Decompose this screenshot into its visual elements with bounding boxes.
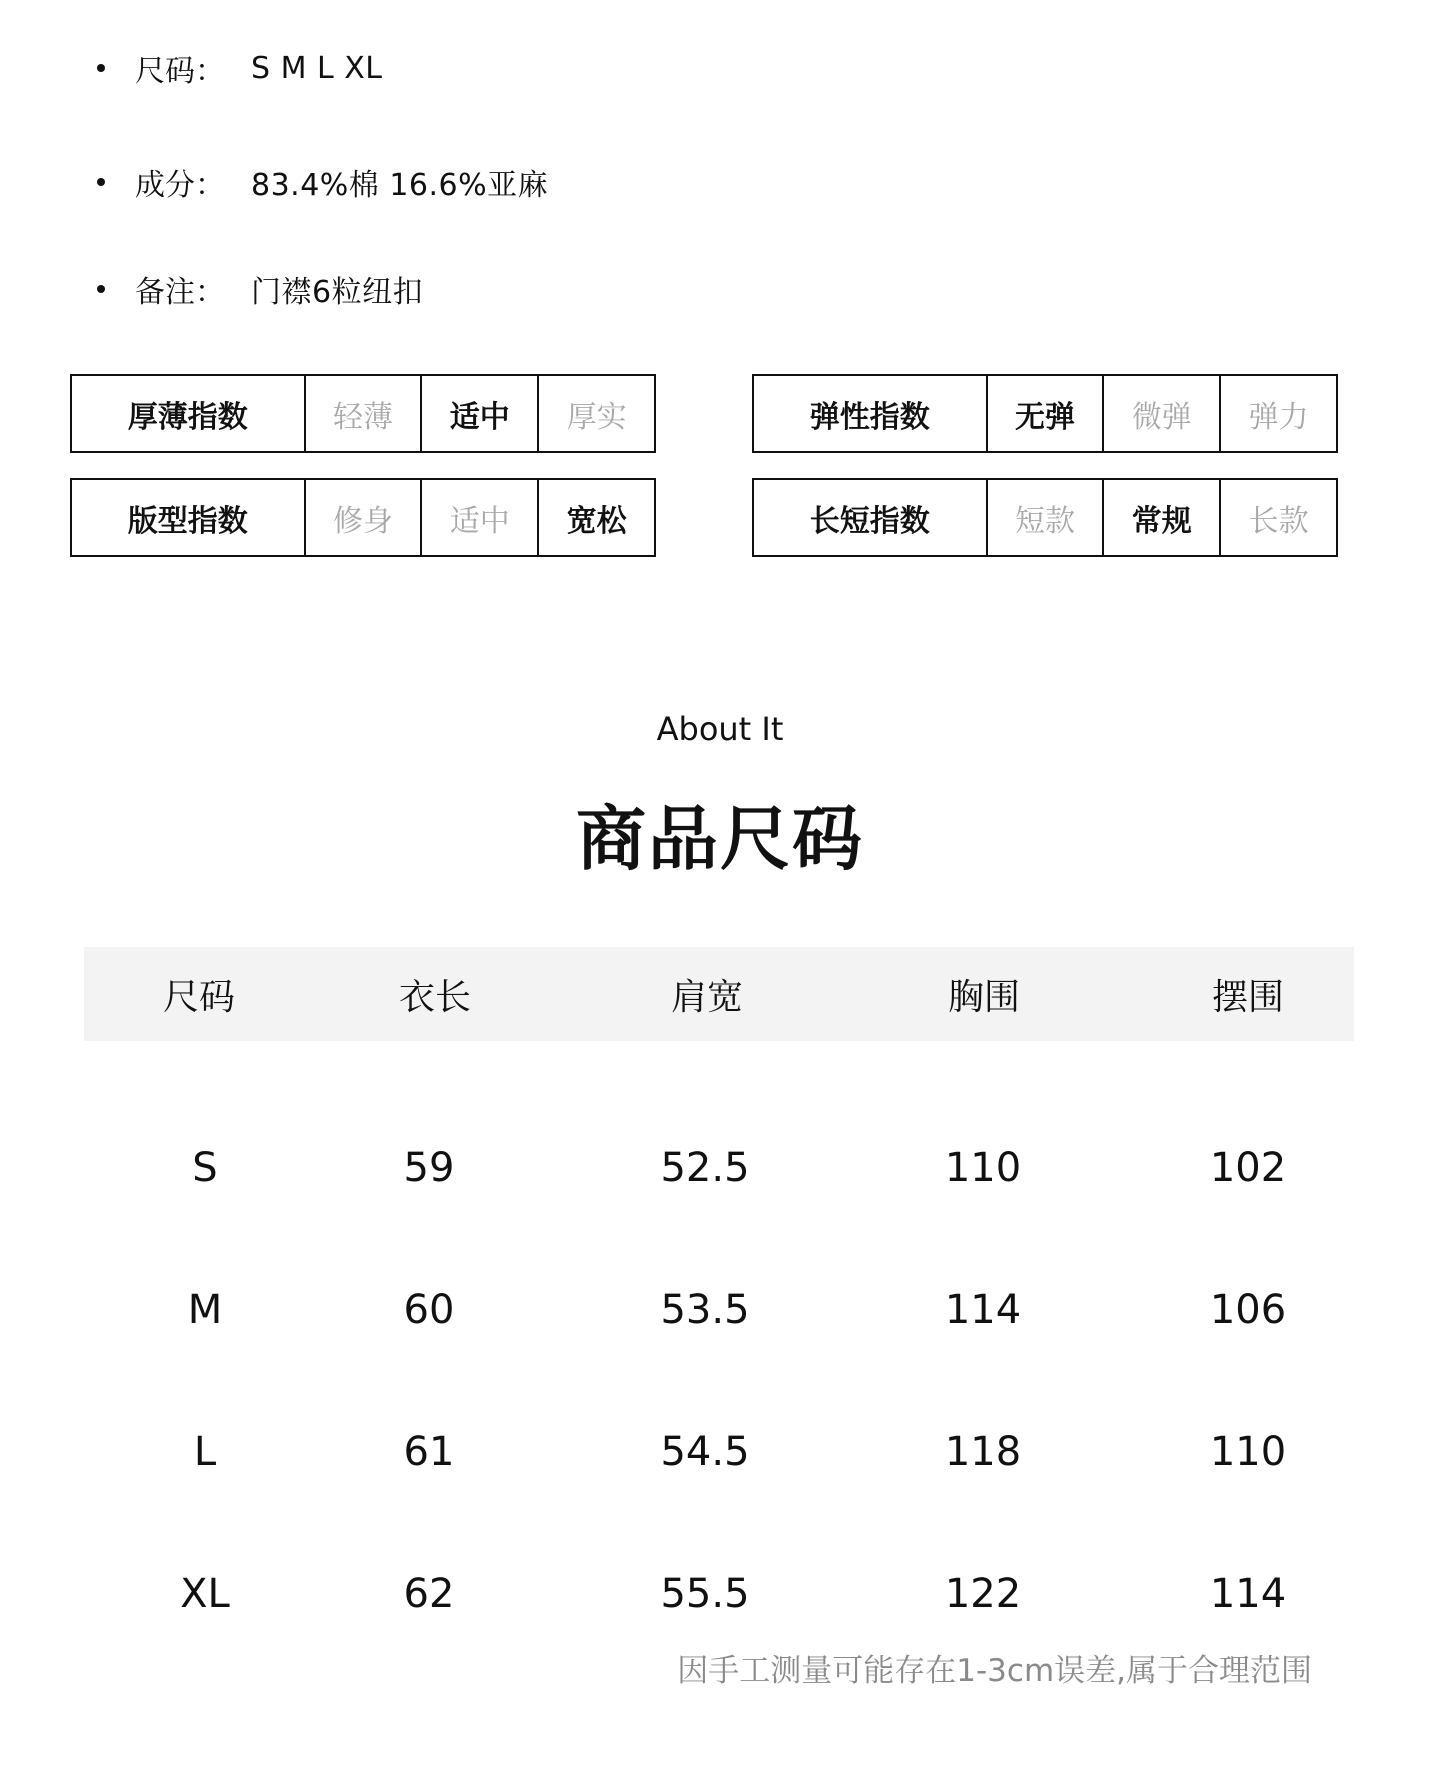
index-option: 厚实	[537, 376, 654, 451]
thickness-index	[70, 374, 656, 453]
fit-index	[70, 478, 656, 557]
index-option: 短款	[986, 480, 1103, 555]
table-cell: 53.5	[660, 1287, 750, 1333]
index-option: 微弹	[1102, 376, 1219, 451]
index-title: 厚薄指数	[127, 399, 248, 435]
table-cell: L	[193, 1429, 217, 1475]
measurement-note: 因手工测量可能存在1-3cm误差,属于合理范围	[677, 1653, 1312, 1689]
table-cell: 118	[944, 1429, 1022, 1475]
column-header: 肩宽	[670, 976, 743, 1018]
column-header: 尺码	[162, 976, 235, 1018]
table-cell: 110	[944, 1145, 1022, 1191]
index-option: 常规	[1102, 480, 1219, 555]
table-cell: 59	[403, 1145, 455, 1191]
table-cell: 114	[1209, 1571, 1287, 1617]
table-cell: 114	[944, 1287, 1022, 1333]
index-option: 适中	[420, 480, 537, 555]
table-row	[84, 1523, 1354, 1665]
column-header: 衣长	[398, 976, 471, 1018]
section-title: 商品尺码	[576, 798, 864, 880]
index-title: 弹性指数	[809, 399, 930, 435]
column-header: 胸围	[947, 976, 1020, 1018]
spec-value: S M L XL	[251, 50, 383, 86]
spec-value: 83.4%棉 16.6%亚麻	[251, 168, 549, 203]
size-table-header	[84, 947, 1354, 1041]
table-cell: M	[187, 1287, 223, 1333]
index-option: 适中	[420, 376, 537, 451]
index-option: 修身	[304, 480, 421, 555]
table-row	[84, 1239, 1354, 1381]
table-cell: 52.5	[660, 1145, 750, 1191]
table-cell: S	[192, 1145, 218, 1191]
table-cell: 54.5	[660, 1429, 750, 1475]
bullet-dot	[97, 285, 105, 293]
section-subtitle: About It	[656, 710, 784, 748]
index-title: 长短指数	[809, 503, 930, 539]
spec-label: 备注：	[135, 275, 225, 310]
table-row	[84, 1097, 1354, 1239]
table-cell: 60	[403, 1287, 455, 1333]
table-cell: 122	[944, 1571, 1022, 1617]
table-cell: 102	[1209, 1145, 1287, 1191]
spec-size	[97, 48, 383, 88]
spec-value: 门襟6粒纽扣	[251, 275, 424, 310]
index-option: 轻薄	[304, 376, 421, 451]
table-cell: 61	[403, 1429, 455, 1475]
table-cell: 62	[403, 1571, 455, 1617]
table-cell: XL	[180, 1571, 230, 1617]
spec-label: 成分：	[135, 168, 225, 203]
column-header: 摆围	[1211, 976, 1284, 1018]
index-option: 弹力	[1219, 376, 1336, 451]
table-cell: 106	[1209, 1287, 1287, 1333]
bullet-dot	[97, 64, 105, 72]
index-option: 无弹	[986, 376, 1103, 451]
elasticity-index	[752, 374, 1338, 453]
spec-composition	[97, 162, 548, 202]
spec-label: 尺码：	[135, 54, 225, 89]
index-option: 宽松	[537, 480, 654, 555]
table-row	[84, 1381, 1354, 1523]
index-option: 长款	[1219, 480, 1336, 555]
bullet-dot	[97, 178, 105, 186]
table-cell: 55.5	[660, 1571, 750, 1617]
spec-note	[97, 269, 423, 309]
size-table	[84, 947, 1354, 1665]
index-title: 版型指数	[127, 503, 248, 539]
length-index	[752, 478, 1338, 557]
table-cell: 110	[1209, 1429, 1287, 1475]
